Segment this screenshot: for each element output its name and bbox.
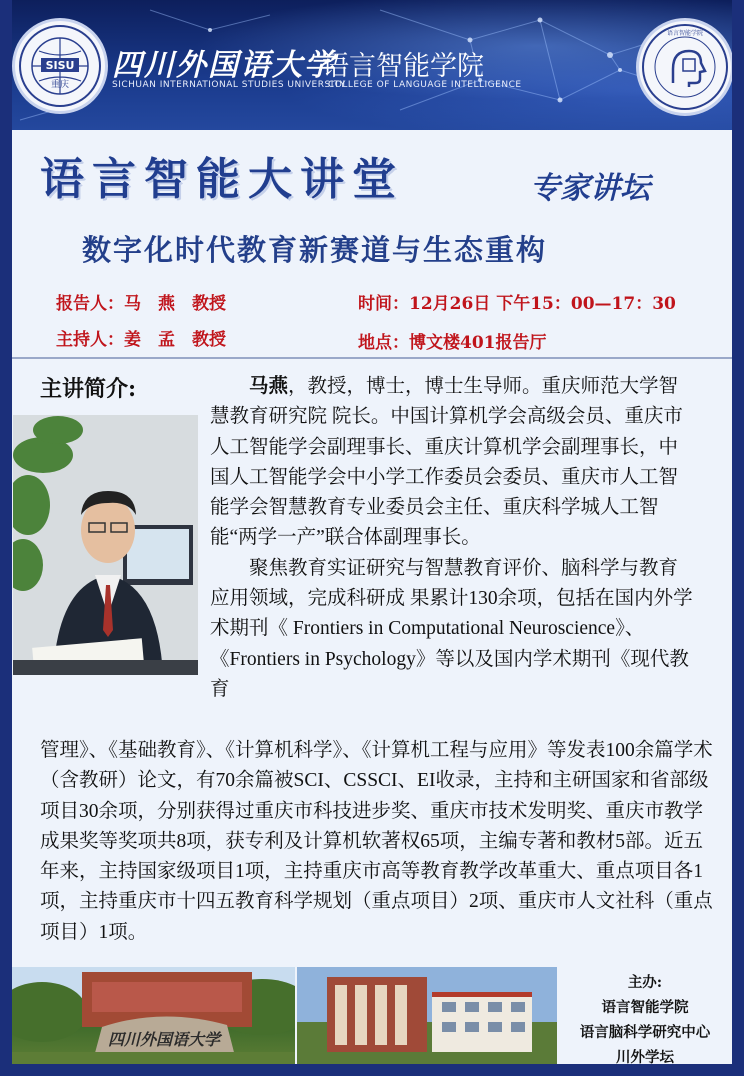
head-profile-icon [673,51,705,87]
main-title: 语言智能大讲堂 [40,154,404,205]
svg-text:重庆: 重庆 [50,80,70,90]
organizer-label: 主办: [627,974,663,991]
speaker-line: 报告人：马 燕 教授 [56,294,226,314]
college-name-cn: 语言智能学院 [322,51,484,82]
campus-sign-text: 四川外国语大学 [107,1030,221,1049]
campus-building-photo [297,967,557,1064]
header-banner [0,0,744,130]
college-logo [636,18,734,116]
campus-gate-photo [12,967,295,1064]
organizer-item: 川外学坛 [616,1049,674,1066]
lecture-title: 数字化时代教育新赛道与生态重构 [82,233,548,267]
svg-text:SISU: SISU [45,59,75,72]
university-name-cn: 四川外国语大学 [112,48,336,83]
svg-text:语言智能学院: 语言智能学院 [666,30,704,37]
sisu-logo [12,18,108,114]
bio-paragraph-2-start: 聚焦教育实证研究与智慧教育评价、脑科学与教育应用领域，完成科研成 果累计130余项，包括在国内外学术期刊《 Frontiers in Computational Neuroscience》、《Frontiers in Psychology》等以及国内学术期刊《现代教育 [210,557,693,700]
expert-forum-badge: 专家讲坛 [530,171,650,206]
bio-paragraph-2-rest: 管理》、《基础教育》、《计算机科学》、《计算机工程与应用》等发表100余篇学术（含教研）论文，有70余篇被SCI、CSSCI、EI收录，主持和主研国家和省部级项目30余项，分别获得过重庆市科技进步奖、重庆市技术发明奖、重庆市教学成果奖等奖项共8项，获专利及计算机软著权65项，主编专著和教材5部。近五年来，主持国家级项目1项，主持重庆市高等教育教学改革重大、重点项目各1项，主持重庆市十四五教育科学规划（重点项目）2项、重庆市人文社科（重点项目）1项。 [40,740,713,943]
speaker-photo [13,415,198,675]
speaker-name: 马燕 [249,376,289,397]
bio-paragraph-1: ，教授，博士，博士生导师。重庆师范大学智慧教育研究院 院长。中国计算机学会高级会员、重庆市人工智能学会副理事长、重庆计算机学会副理事长，中国人工智能学会中小学工作委员会委员、重庆市人工智能学会智慧教育专业委员会主任、重庆科学城人工智能“两学一产”联合体副理事长。 [210,376,683,549]
bio-bottom [40,736,720,948]
organizer-item: 语言脑科学研究中心 [579,1024,711,1041]
university-name-en: SICHUAN INTERNATIONAL STUDIES UNIVERSITY [112,80,346,90]
organizer-block [560,970,730,1070]
host-line: 主持人：姜 孟 教授 [56,330,226,350]
venue-line: 地点：博文楼401报告厅 [358,333,547,353]
bio-top [210,372,695,705]
intro-label: 主讲简介: [40,376,137,402]
college-name-en: COLLEGE OF LANGUAGE INTELLIGENCE [328,80,522,90]
section-divider [12,357,732,359]
time-line: 时间：12月26日 下午15：00—17：30 [358,294,676,314]
organizer-item: 语言智能学院 [601,999,689,1016]
